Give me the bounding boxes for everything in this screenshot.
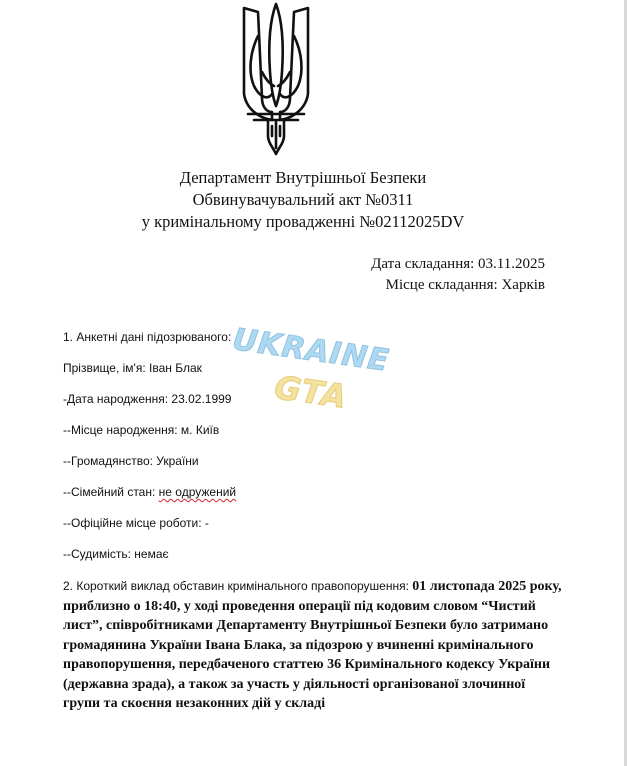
trident-emblem-icon bbox=[240, 2, 312, 156]
marital-value: не одружений bbox=[158, 485, 237, 499]
date-line: Дата складання: 03.11.2025 bbox=[371, 256, 545, 272]
watermark-line1: UKRAINE bbox=[230, 322, 392, 379]
criminal-record: --Судимість: немає bbox=[63, 547, 169, 561]
suspect-name: Прізвище, ім'я: Іван Блак bbox=[63, 361, 202, 375]
marital-status bbox=[63, 485, 236, 499]
ukraine-gta-watermark bbox=[226, 322, 396, 425]
section2-intro: 2. Короткий виклад обставин кримінального правопорушення: bbox=[63, 579, 413, 593]
act-title: Обвинувачувальний акт №0311 bbox=[192, 190, 414, 209]
place-line: Місце складання: Харків bbox=[385, 277, 545, 293]
work-place: --Офіційне місце роботи: - bbox=[63, 516, 209, 530]
document-header bbox=[0, 167, 606, 233]
citizenship: --Громадянство: України bbox=[63, 454, 199, 468]
birth-date: -Дата народження: 23.02.1999 bbox=[63, 392, 232, 406]
marital-label: --Сімейний стан: bbox=[63, 485, 159, 499]
birth-place: --Місце народження: м. Київ bbox=[63, 423, 220, 437]
proceeding-number: у кримінальному провадженні №02112025DV bbox=[141, 212, 465, 231]
section1-title: 1. Анкетні дані підозрюваного: bbox=[63, 330, 232, 344]
watermark-line2: GTA bbox=[272, 368, 350, 416]
section2-narrative bbox=[63, 577, 563, 714]
department-name: Департамент Внутрішньої Безпеки bbox=[179, 168, 427, 187]
section2-body: 01 листопада 2025 року, приблизно о 18:40, у ході проведення операції під кодовим словом “Чистий лист”, співробітниками Департаменту Внутрішньої Безпеки було затримано громадянина України Івана Блака, за підозрою у вчиненні кримінального правопорушення, передбаченого статтею 36 Кримінального кодексу України (державна зрада), а також за участь у діяльності організованої злочинної групи та скоєння незаконних дій у складі bbox=[63, 579, 562, 711]
document-meta bbox=[371, 254, 545, 296]
